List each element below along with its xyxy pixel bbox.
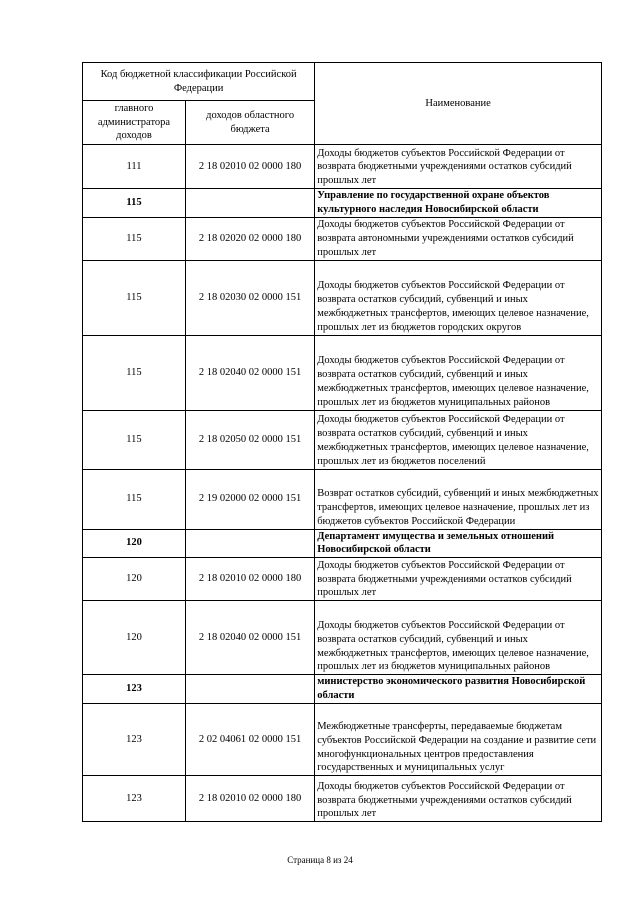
cell-code: 2 18 02010 02 0000 180 — [185, 776, 314, 822]
table-row — [83, 601, 602, 675]
cell-admin: 115 — [83, 335, 186, 410]
cell-code: 2 19 02000 02 0000 151 — [185, 469, 314, 529]
header-name: Наименование — [315, 63, 602, 145]
header-group-title: Код бюджетной классификации Российской Федерации — [83, 63, 315, 101]
cell-code: 2 18 02050 02 0000 151 — [185, 410, 314, 469]
cell-name: Доходы бюджетов субъектов Российской Федерации от возврата бюджетными учреждениями остатков субсидий прошлых лет — [315, 776, 602, 822]
cell-code — [185, 675, 314, 704]
table-group-row — [83, 675, 602, 704]
cell-admin: 123 — [83, 776, 186, 822]
cell-name: Департамент имущества и земельных отношений Новосибирской области — [315, 529, 602, 558]
cell-code — [185, 529, 314, 558]
cell-code: 2 18 02010 02 0000 180 — [185, 558, 314, 601]
cell-admin: 115 — [83, 410, 186, 469]
cell-admin: 111 — [83, 145, 186, 189]
cell-admin: 115 — [83, 189, 186, 218]
table-row — [83, 410, 602, 469]
cell-admin: 120 — [83, 529, 186, 558]
cell-admin: 123 — [83, 704, 186, 776]
budget-classification-table — [82, 62, 602, 822]
table-group-row — [83, 189, 602, 218]
cell-name: Доходы бюджетов субъектов Российской Федерации от возврата автономными учреждениями остатков субсидий прошлых лет — [315, 217, 602, 260]
table-header-row — [83, 63, 602, 101]
cell-admin: 123 — [83, 675, 186, 704]
table-row — [83, 217, 602, 260]
cell-name: Доходы бюджетов субъектов Российской Федерации от возврата остатков субсидий, субвенций и иных межбюджетных трансфертов, имеющих целевое назначение, прошлых лет из бюджетов муниципальных районов — [315, 335, 602, 410]
cell-name: Доходы бюджетов субъектов Российской Федерации от возврата остатков субсидий, субвенций и иных межбюджетных трансфертов, имеющих целевое назначение, прошлых лет из бюджетов поселений — [315, 410, 602, 469]
cell-admin: 115 — [83, 469, 186, 529]
cell-code: 2 18 02040 02 0000 151 — [185, 335, 314, 410]
header-admin: главного администратора доходов — [83, 101, 186, 145]
cell-code — [185, 189, 314, 218]
cell-name: Управление по государственной охране объектов культурного наследия Новосибирской области — [315, 189, 602, 218]
table-row — [83, 335, 602, 410]
cell-name: Доходы бюджетов субъектов Российской Федерации от возврата бюджетными учреждениями остатков субсидий прошлых лет — [315, 558, 602, 601]
cell-name: Доходы бюджетов субъектов Российской Федерации от возврата бюджетными учреждениями остатков субсидий прошлых лет — [315, 145, 602, 189]
table-row — [83, 260, 602, 335]
table-row — [83, 704, 602, 776]
cell-name: Доходы бюджетов субъектов Российской Федерации от возврата остатков субсидий, субвенций и иных межбюджетных трансфертов, имеющих целевое назначение, прошлых лет из бюджетов муниципальных районов — [315, 601, 602, 675]
table-body — [83, 145, 602, 822]
header-code: доходов областного бюджета — [185, 101, 314, 145]
table-row — [83, 776, 602, 822]
cell-name: Доходы бюджетов субъектов Российской Федерации от возврата остатков субсидий, субвенций и иных межбюджетных трансфертов, имеющих целевое назначение, прошлых лет из бюджетов городских округов — [315, 260, 602, 335]
table-row — [83, 145, 602, 189]
cell-name: Межбюджетные трансферты, передаваемые бюджетам субъектов Российской Федерации на создание и развитие сети многофункциональных центров предоставления государственных и муниципальных услуг — [315, 704, 602, 776]
cell-code: 2 02 04061 02 0000 151 — [185, 704, 314, 776]
cell-code: 2 18 02010 02 0000 180 — [185, 145, 314, 189]
table-row — [83, 469, 602, 529]
cell-name: министерство экономического развития Новосибирской области — [315, 675, 602, 704]
cell-code: 2 18 02020 02 0000 180 — [185, 217, 314, 260]
page-footer: Страница 8 из 24 — [287, 855, 353, 865]
cell-admin: 120 — [83, 601, 186, 675]
cell-code: 2 18 02030 02 0000 151 — [185, 260, 314, 335]
cell-code: 2 18 02040 02 0000 151 — [185, 601, 314, 675]
table-group-row — [83, 529, 602, 558]
cell-admin: 115 — [83, 217, 186, 260]
cell-admin: 115 — [83, 260, 186, 335]
cell-name: Возврат остатков субсидий, субвенций и иных межбюджетных трансфертов, имеющих целевое назначение, прошлых лет из бюджетов субъектов Российской Федерации — [315, 469, 602, 529]
table-row — [83, 558, 602, 601]
cell-admin: 120 — [83, 558, 186, 601]
